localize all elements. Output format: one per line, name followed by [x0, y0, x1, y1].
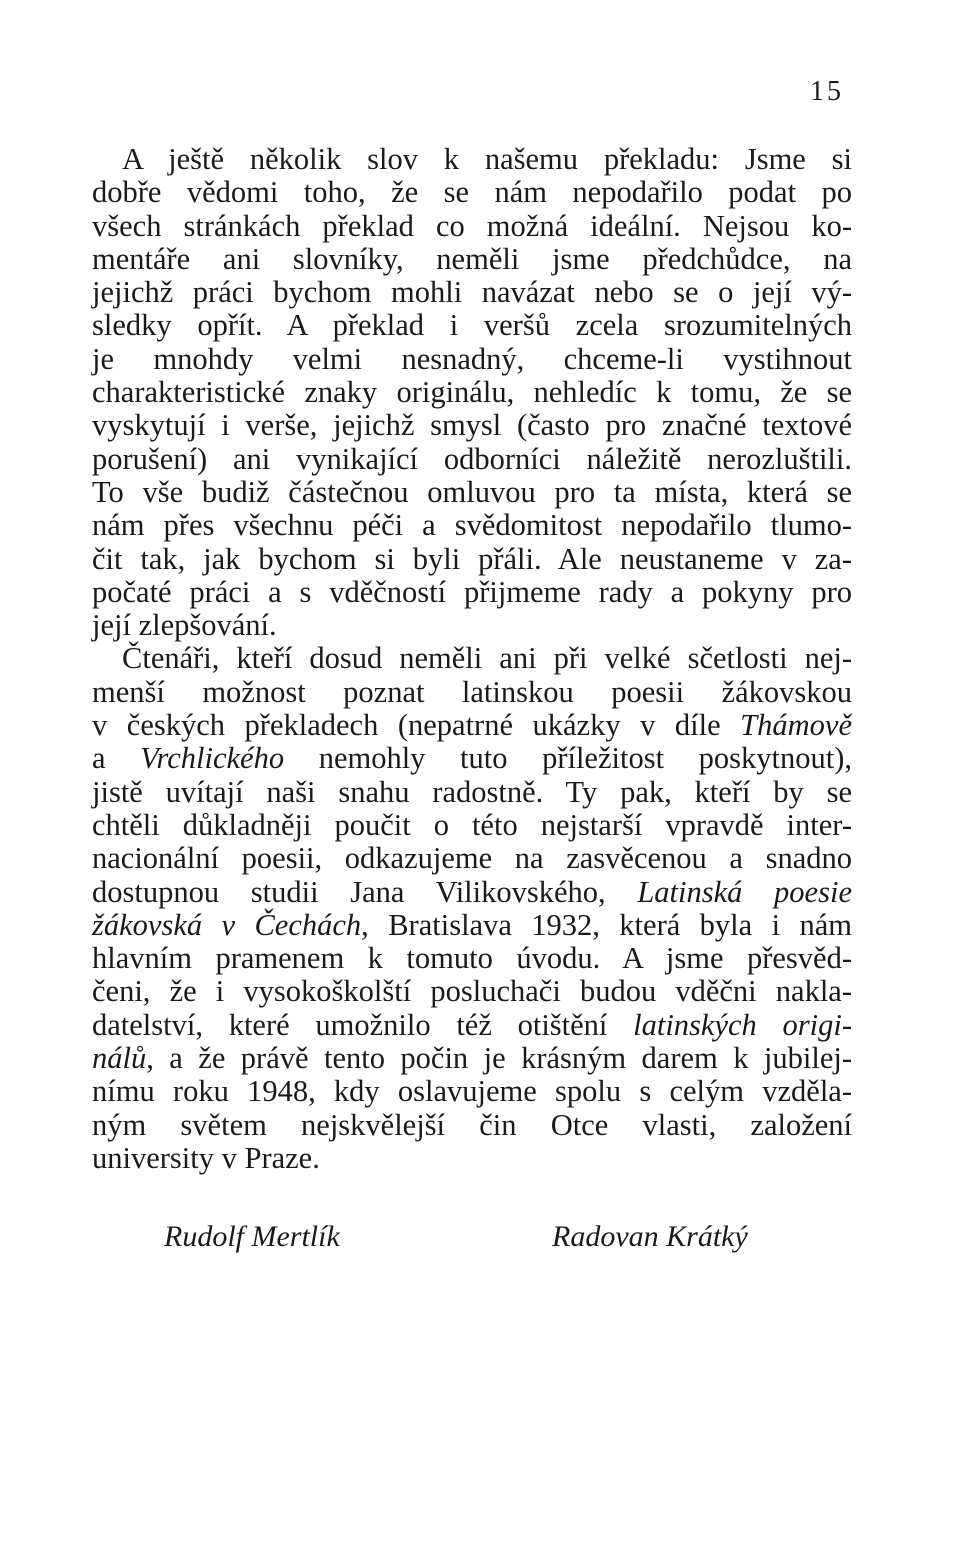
text-segment: v českých překladech (nepatrné ukázky v díle — [92, 708, 741, 743]
text-line — [92, 1009, 852, 1042]
text-segment: porušení) ani vynikající odborníci náležitě nerozluštili. — [92, 441, 852, 476]
signatures — [0, 1220, 960, 1260]
text-segment: charakteristické znaky originálu, nehledíc k tomu, že se — [92, 375, 852, 410]
text-line — [92, 1142, 852, 1175]
text-line — [92, 1109, 852, 1142]
text-segment: chtěli důkladněji poučit o této nejstarší vpravdě inter- — [92, 807, 852, 842]
text-segment: datelství, které umožnilo též otištění — [92, 1007, 634, 1042]
text-line — [92, 576, 852, 609]
text-segment: čit tak, jak bychom si byli přáli. Ale neustaneme v za- — [92, 541, 852, 576]
text-line — [92, 742, 852, 775]
text-segment: vyskytují i verše, jejichž smysl (často pro značné textové — [92, 408, 852, 443]
text-line — [92, 509, 852, 542]
text-segment: nám přes všechnu péči a svědomitost nepodařilo tlumo- — [92, 508, 852, 543]
text-line — [92, 476, 852, 509]
text-line — [92, 1042, 852, 1075]
text-line — [92, 543, 852, 576]
text-line — [92, 443, 852, 476]
text-line — [92, 376, 852, 409]
page-number: 15 — [810, 76, 844, 107]
italic-text: nálů — [92, 1041, 147, 1076]
italic-text: Vrchlického — [140, 741, 285, 776]
text-segment: nacionální poesii, odkazujeme na zasvěcenou a snadno — [92, 841, 852, 876]
text-line — [92, 842, 852, 875]
text-line — [92, 143, 852, 176]
text-segment: hlavním pramenem k tomuto úvodu. A jsme přesvěd- — [92, 941, 852, 976]
text-segment: , a že právě tento počin je krásným darem k jubilej- — [146, 1041, 852, 1076]
text-segment: To vše budiž částečnou omluvou pro ta místa, která se — [92, 474, 852, 509]
text-line — [92, 942, 852, 975]
text-segment: všech stránkách překlad co možná ideální. Nejsou ko- — [92, 208, 852, 243]
text-line — [92, 676, 852, 709]
text-segment: dostupnou studii Jana Vilikovského, — [92, 874, 638, 909]
text-line — [92, 409, 852, 442]
text-line — [92, 975, 852, 1008]
text-segment: je mnohdy velmi nesnadný, chceme-li vystihnout — [92, 341, 852, 376]
text-segment: jejichž práci bychom mohli navázat nebo se o její vý- — [92, 275, 852, 310]
italic-text: latinských origi- — [633, 1007, 852, 1042]
text-segment: nímu roku 1948, kdy oslavujeme spolu s celým vzděla- — [92, 1074, 852, 1109]
text-segment: ným světem nejskvělejší čin Otce vlasti, založení — [92, 1107, 852, 1142]
text-segment: Čtenáři, kteří dosud neměli ani při velké sčetlosti nej- — [122, 641, 852, 676]
text-segment: počaté práci a s vděčností přijmeme rady a pokyny pro — [92, 574, 852, 609]
text-line — [92, 1075, 852, 1108]
italic-text: Latinská poesie — [637, 874, 852, 909]
text-line — [92, 243, 852, 276]
text-segment: čeni, že i vysokoškolští posluchači budou vděčni nakla- — [92, 974, 852, 1009]
text-line — [92, 909, 852, 942]
text-line — [92, 276, 852, 309]
text-line — [92, 343, 852, 376]
text-segment: , Bratislava 1932, která byla i nám — [361, 907, 852, 942]
italic-text: Thámově — [740, 708, 852, 743]
text-segment: university v Praze. — [92, 1140, 320, 1175]
text-segment: sledky opřít. A překlad i veršů zcela srozumitelných — [92, 308, 852, 343]
text-line — [92, 176, 852, 209]
text-line — [92, 776, 852, 809]
text-line — [92, 609, 852, 642]
text-segment: mentáře ani slovníky, neměli jsme předchůdce, na — [92, 241, 852, 276]
text-segment: nemohly tuto příležitost poskytnout), — [284, 741, 852, 776]
text-line — [92, 210, 852, 243]
text-line — [92, 709, 852, 742]
text-segment: dobře vědomi toho, že se nám nepodařilo podat po — [92, 175, 852, 210]
body-text — [92, 143, 852, 1175]
text-segment: A ještě několik slov k našemu překladu: Jsme si — [122, 142, 852, 176]
text-segment: menší možnost poznat latinskou poesii žákovskou — [92, 674, 852, 709]
text-line — [92, 642, 852, 675]
text-line — [92, 809, 852, 842]
text-line — [92, 876, 852, 909]
text-segment: a — [92, 741, 141, 776]
text-segment: její zlepšování. — [92, 608, 277, 643]
signature-rudolf-mertlik: Rudolf Mertlík — [164, 1220, 340, 1253]
signature-radovan-kratky: Radovan Krátký — [552, 1220, 748, 1253]
text-segment: jistě uvítají naši snahu radostně. Ty pak, kteří by se — [92, 774, 852, 809]
text-line — [92, 309, 852, 342]
italic-text: žákovská v Čechách — [92, 907, 362, 942]
